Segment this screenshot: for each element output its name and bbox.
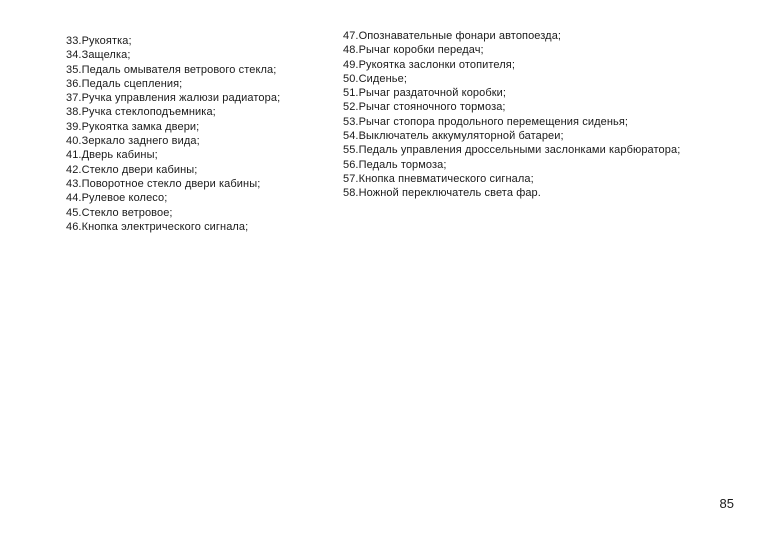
legend-item: 44.Рулевое колесо;	[66, 192, 168, 205]
legend-item: 50.Сиденье;	[343, 72, 407, 85]
page-number: 85	[719, 496, 734, 511]
legend-item: 35.Педаль омывателя ветрового стекла;	[66, 63, 277, 76]
legend-item: 41.Дверь кабины;	[66, 149, 158, 162]
legend-right-column	[343, 29, 680, 201]
legend-item: 38.Ручка стеклоподъемника;	[66, 106, 216, 119]
legend-item: 57.Кнопка пневматического сигнала;	[343, 172, 534, 185]
legend-item: 46.Кнопка электрического сигнала;	[66, 220, 249, 233]
legend-item: 54.Выключатель аккумуляторной батареи;	[343, 130, 564, 143]
legend-item: 56.Педаль тормоза;	[343, 158, 447, 171]
legend-item: 47.Опознавательные фонари автопоезда;	[343, 30, 562, 42]
legend-item: 53.Рычаг стопора продольного перемещения сиденья;	[343, 115, 629, 128]
legend-item: 42.Стекло двери кабины;	[66, 163, 198, 176]
legend-item: 33.Рукоятка;	[66, 35, 132, 47]
legend-item: 36.Педаль сцепления;	[66, 77, 183, 90]
legend-left-column	[66, 34, 280, 234]
legend-item: 49.Рукоятка заслонки отопителя;	[343, 58, 516, 71]
legend-item: 34.Защелка;	[66, 49, 131, 62]
legend-item: 37.Ручка управления жалюзи радиатора;	[66, 92, 281, 105]
legend-item: 55.Педаль управления дроссельными заслонками карбюратора;	[343, 144, 681, 157]
legend-item: 48.Рычаг коробки передач;	[343, 44, 484, 57]
legend-item: 51.Рычаг раздаточной коробки;	[343, 87, 507, 100]
legend-item: 52.Рычаг стояночного тормоза;	[343, 101, 506, 114]
legend-item: 58.Ножной переключатель света фар.	[343, 187, 541, 200]
legend-item: 45.Стекло ветровое;	[66, 206, 173, 219]
legend-item: 39.Рукоятка замка двери;	[66, 120, 200, 133]
legend-item: 40.Зеркало заднего вида;	[66, 135, 200, 148]
legend-item: 43.Поворотное стекло двери кабины;	[66, 177, 261, 190]
